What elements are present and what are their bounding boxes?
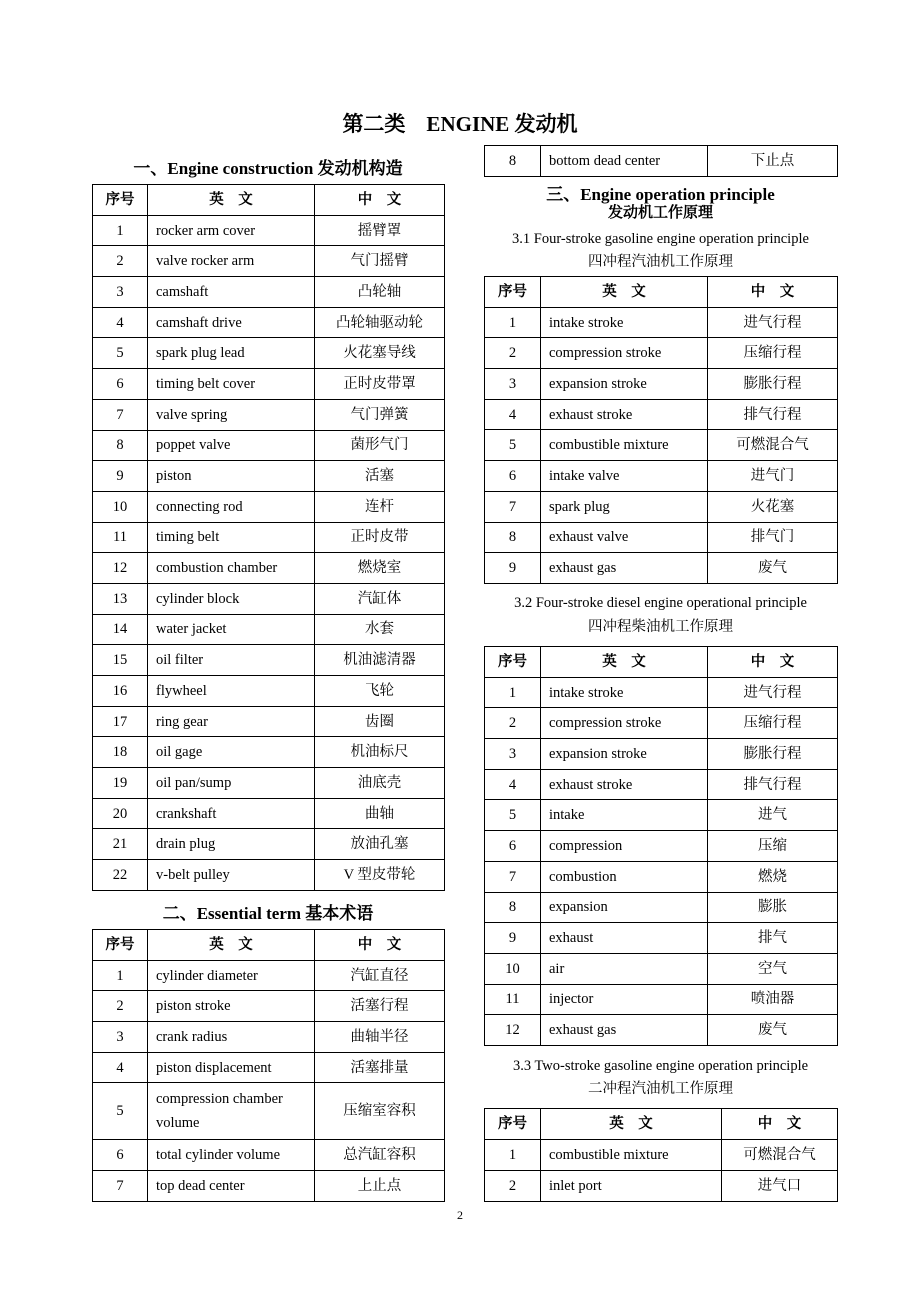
construction-table	[92, 184, 445, 891]
chinese-term-cell: 活塞	[315, 461, 445, 492]
row-number-cell: 21	[93, 829, 148, 860]
chinese-term-cell: 正时皮带	[315, 522, 445, 553]
table-row	[93, 991, 445, 1022]
row-number-cell: 2	[485, 338, 541, 369]
subsection-title-3-3-zh: 二冲程汽油机工作原理	[588, 1081, 733, 1097]
table-row	[93, 768, 445, 799]
english-term-cell: cylinder block	[148, 583, 315, 614]
four-stroke-diesel-table	[484, 646, 838, 1046]
english-term-cell: exhaust valve	[541, 522, 708, 553]
row-number-cell: 22	[93, 860, 148, 891]
english-term-cell: piston stroke	[148, 991, 315, 1022]
english-term-cell: intake stroke	[541, 307, 708, 338]
table-row	[93, 737, 445, 768]
table-row	[485, 739, 838, 770]
chinese-term-cell: 膨胀行程	[708, 739, 838, 770]
table-row	[93, 798, 445, 829]
column-header: 序号	[93, 185, 148, 216]
english-term-cell: valve spring	[148, 399, 315, 430]
column-header: 序号	[485, 277, 541, 308]
chinese-term-cell: 进气口	[722, 1171, 838, 1202]
table-row	[93, 307, 445, 338]
row-number-cell: 13	[93, 583, 148, 614]
english-term-cell: total cylinder volume	[148, 1140, 315, 1171]
row-number-cell: 5	[93, 338, 148, 369]
row-number-cell: 4	[485, 769, 541, 800]
section-heading-operation-zh: 发动机工作原理	[607, 205, 713, 221]
table-row	[93, 676, 445, 707]
row-number-cell: 3	[93, 277, 148, 308]
table-row	[93, 553, 445, 584]
section-heading-construction: 一、Engine construction 发动机构造	[133, 159, 403, 178]
english-term-cell: crankshaft	[148, 798, 315, 829]
table-header-row	[485, 647, 838, 678]
english-term-cell: intake stroke	[541, 677, 708, 708]
english-term-cell: expansion stroke	[541, 739, 708, 770]
chinese-term-cell: 排气	[708, 923, 838, 954]
subsection-title-3-1: 3.1 Four-stroke gasoline engine operation principle	[512, 231, 809, 247]
chinese-term-cell: 废气	[708, 553, 838, 584]
row-number-cell: 2	[485, 708, 541, 739]
table-row	[485, 831, 838, 862]
chinese-term-cell: 压缩行程	[708, 708, 838, 739]
table-row	[93, 1022, 445, 1053]
row-number-cell: 9	[93, 461, 148, 492]
chinese-term-cell: 压缩行程	[708, 338, 838, 369]
row-number-cell: 16	[93, 676, 148, 707]
column-header: 英 文	[541, 1109, 722, 1140]
row-number-cell: 5	[485, 800, 541, 831]
english-term-cell: exhaust stroke	[541, 399, 708, 430]
chinese-term-cell: 气门弹簧	[315, 399, 445, 430]
table-row	[93, 1052, 445, 1083]
table-row	[93, 369, 445, 400]
table-row	[93, 461, 445, 492]
english-term-cell: connecting rod	[148, 491, 315, 522]
english-term-cell: ring gear	[148, 706, 315, 737]
english-term-cell: v-belt pulley	[148, 860, 315, 891]
chinese-term-cell: 水套	[315, 614, 445, 645]
table-row	[485, 923, 838, 954]
row-number-cell: 6	[485, 831, 541, 862]
table-row	[93, 829, 445, 860]
section-heading-operation: 三、Engine operation principle	[546, 185, 775, 204]
row-number-cell: 7	[93, 1170, 148, 1201]
column-header: 英 文	[148, 185, 315, 216]
chinese-term-cell: 放油孔塞	[315, 829, 445, 860]
column-header: 中 文	[708, 647, 838, 678]
english-term-cell: injector	[541, 984, 708, 1015]
essential-term-table	[92, 929, 445, 1202]
english-term-cell: combustion	[541, 861, 708, 892]
column-header: 英 文	[541, 277, 708, 308]
chinese-term-cell: 总汽缸容积	[315, 1140, 445, 1171]
english-term-cell: valve rocker arm	[148, 246, 315, 277]
table-row	[485, 399, 838, 430]
row-number-cell: 6	[93, 1140, 148, 1171]
chinese-term-cell: 汽缸体	[315, 583, 445, 614]
row-number-cell: 14	[93, 614, 148, 645]
table-row	[485, 1015, 838, 1046]
essential-term-table-continued	[484, 145, 838, 177]
chinese-term-cell: 气门摇臂	[315, 246, 445, 277]
chinese-term-cell: 下止点	[708, 146, 838, 177]
table-row	[93, 522, 445, 553]
english-term-cell: air	[541, 953, 708, 984]
subsection-title-3-1-zh: 四冲程汽油机工作原理	[588, 254, 733, 270]
table-row	[93, 960, 445, 991]
table-header-row	[485, 277, 838, 308]
table-row	[93, 215, 445, 246]
english-term-cell: piston	[148, 461, 315, 492]
chinese-term-cell: 油底壳	[315, 768, 445, 799]
chinese-term-cell: 排气行程	[708, 769, 838, 800]
english-term-cell: piston displacement	[148, 1052, 315, 1083]
table-row	[485, 861, 838, 892]
english-term-cell: flywheel	[148, 676, 315, 707]
row-number-cell: 10	[93, 491, 148, 522]
subsection-title-3-3: 3.3 Two-stroke gasoline engine operation principle	[512, 1058, 809, 1074]
row-number-cell: 8	[485, 522, 541, 553]
table-row	[485, 984, 838, 1015]
table-row	[93, 583, 445, 614]
row-number-cell: 12	[93, 553, 148, 584]
english-term-cell: combustible mixture	[541, 1140, 722, 1171]
table-row	[93, 706, 445, 737]
column-header: 中 文	[315, 185, 445, 216]
table-row	[485, 430, 838, 461]
chinese-term-cell: 菌形气门	[315, 430, 445, 461]
table-row	[93, 491, 445, 522]
chinese-term-cell: 火花塞	[708, 491, 838, 522]
english-term-cell: bottom dead center	[541, 146, 708, 177]
two-stroke-gasoline-table	[484, 1108, 838, 1202]
chinese-term-cell: 燃烧室	[315, 553, 445, 584]
section-heading-essential: 二、Essential term 基本术语	[162, 904, 374, 923]
row-number-cell: 7	[485, 491, 541, 522]
english-term-cell: crank radius	[148, 1022, 315, 1053]
chinese-term-cell: 上止点	[315, 1170, 445, 1201]
english-term-cell: timing belt cover	[148, 369, 315, 400]
table-row	[485, 522, 838, 553]
chinese-term-cell: 可燃混合气	[722, 1140, 838, 1171]
chinese-term-cell: 进气门	[708, 461, 838, 492]
row-number-cell: 10	[485, 953, 541, 984]
page-number: 2	[457, 1208, 463, 1222]
chinese-term-cell: 连杆	[315, 491, 445, 522]
chinese-term-cell: 压缩室容积	[315, 1083, 445, 1140]
row-number-cell: 8	[485, 146, 541, 177]
row-number-cell: 12	[485, 1015, 541, 1046]
row-number-cell: 18	[93, 737, 148, 768]
row-number-cell: 8	[485, 892, 541, 923]
column-header: 中 文	[722, 1109, 838, 1140]
table-row	[93, 430, 445, 461]
column-header: 中 文	[315, 930, 445, 961]
table-row	[485, 307, 838, 338]
chinese-term-cell: 正时皮带罩	[315, 369, 445, 400]
row-number-cell: 1	[485, 307, 541, 338]
chinese-term-cell: 齿圈	[315, 706, 445, 737]
table-row	[485, 369, 838, 400]
chinese-term-cell: 活塞排量	[315, 1052, 445, 1083]
row-number-cell: 9	[485, 923, 541, 954]
english-term-cell: drain plug	[148, 829, 315, 860]
english-term-cell: compression	[541, 831, 708, 862]
english-term-cell: spark plug	[541, 491, 708, 522]
english-term-cell: water jacket	[148, 614, 315, 645]
table-row	[93, 614, 445, 645]
row-number-cell: 11	[485, 984, 541, 1015]
english-term-cell: camshaft drive	[148, 307, 315, 338]
chinese-term-cell: 凸轮轴驱动轮	[315, 307, 445, 338]
chinese-term-cell: 曲轴	[315, 798, 445, 829]
english-term-cell: intake valve	[541, 461, 708, 492]
table-row	[93, 1083, 445, 1140]
row-number-cell: 3	[485, 739, 541, 770]
row-number-cell: 7	[93, 399, 148, 430]
row-number-cell: 19	[93, 768, 148, 799]
chinese-term-cell: 进气行程	[708, 307, 838, 338]
english-term-cell: exhaust gas	[541, 553, 708, 584]
chinese-term-cell: 废气	[708, 1015, 838, 1046]
row-number-cell: 1	[93, 960, 148, 991]
row-number-cell: 11	[93, 522, 148, 553]
english-term-cell: oil pan/sump	[148, 768, 315, 799]
chinese-term-cell: 排气行程	[708, 399, 838, 430]
english-term-cell: rocker arm cover	[148, 215, 315, 246]
table-row	[93, 645, 445, 676]
row-number-cell: 3	[93, 1022, 148, 1053]
table-row	[485, 461, 838, 492]
row-number-cell: 4	[485, 399, 541, 430]
column-header: 序号	[485, 647, 541, 678]
chinese-term-cell: 进气行程	[708, 677, 838, 708]
table-row	[485, 953, 838, 984]
english-term-cell: poppet valve	[148, 430, 315, 461]
table-row	[93, 338, 445, 369]
english-term-cell: expansion stroke	[541, 369, 708, 400]
chinese-term-cell: 压缩	[708, 831, 838, 862]
row-number-cell: 1	[93, 215, 148, 246]
chinese-term-cell: V 型皮带轮	[315, 860, 445, 891]
row-number-cell: 5	[93, 1083, 148, 1140]
table-row	[485, 1140, 838, 1171]
table-row	[93, 1140, 445, 1171]
table-row	[93, 399, 445, 430]
column-header: 序号	[93, 930, 148, 961]
row-number-cell: 5	[485, 430, 541, 461]
english-term-cell: top dead center	[148, 1170, 315, 1201]
row-number-cell: 9	[485, 553, 541, 584]
table-row	[485, 800, 838, 831]
english-term-cell: oil filter	[148, 645, 315, 676]
chinese-term-cell: 摇臂罩	[315, 215, 445, 246]
chinese-term-cell: 燃烧	[708, 861, 838, 892]
table-row	[93, 1170, 445, 1201]
table-row	[485, 146, 838, 177]
table-row	[485, 338, 838, 369]
chinese-term-cell: 汽缸直径	[315, 960, 445, 991]
english-term-cell: oil gage	[148, 737, 315, 768]
chinese-term-cell: 喷油器	[708, 984, 838, 1015]
row-number-cell: 1	[485, 1140, 541, 1171]
english-term-cell: combustible mixture	[541, 430, 708, 461]
column-header: 序号	[485, 1109, 541, 1140]
chinese-term-cell: 飞轮	[315, 676, 445, 707]
english-term-cell: combustion chamber	[148, 553, 315, 584]
row-number-cell: 8	[93, 430, 148, 461]
row-number-cell: 3	[485, 369, 541, 400]
table-row	[93, 860, 445, 891]
row-number-cell: 4	[93, 307, 148, 338]
row-number-cell: 1	[485, 677, 541, 708]
chinese-term-cell: 机油滤清器	[315, 645, 445, 676]
row-number-cell: 15	[93, 645, 148, 676]
table-row	[485, 553, 838, 584]
table-row	[485, 708, 838, 739]
english-term-cell: compression stroke	[541, 338, 708, 369]
table-row	[93, 277, 445, 308]
table-row	[485, 491, 838, 522]
chinese-term-cell: 进气	[708, 800, 838, 831]
chinese-term-cell: 凸轮轴	[315, 277, 445, 308]
row-number-cell: 2	[93, 991, 148, 1022]
chinese-term-cell: 活塞行程	[315, 991, 445, 1022]
english-term-cell: inlet port	[541, 1171, 722, 1202]
english-term-cell: camshaft	[148, 277, 315, 308]
chinese-term-cell: 火花塞导线	[315, 338, 445, 369]
row-number-cell: 20	[93, 798, 148, 829]
table-header-row	[485, 1109, 838, 1140]
subsection-title-3-2: 3.2 Four-stroke diesel engine operational principle	[514, 595, 807, 611]
subsection-title-3-2-zh: 四冲程柴油机工作原理	[588, 619, 733, 635]
column-header: 英 文	[541, 647, 708, 678]
english-term-cell: compression stroke	[541, 708, 708, 739]
english-term-cell: expansion	[541, 892, 708, 923]
english-term-cell: spark plug lead	[148, 338, 315, 369]
table-row	[485, 769, 838, 800]
table-header-row	[93, 930, 445, 961]
row-number-cell: 4	[93, 1052, 148, 1083]
english-term-cell: exhaust stroke	[541, 769, 708, 800]
english-term-cell: cylinder diameter	[148, 960, 315, 991]
four-stroke-gasoline-table	[484, 276, 838, 584]
page-title: 第二类 ENGINE 发动机	[342, 112, 578, 136]
chinese-term-cell: 膨胀	[708, 892, 838, 923]
table-header-row	[93, 185, 445, 216]
chinese-term-cell: 空气	[708, 953, 838, 984]
chinese-term-cell: 机油标尺	[315, 737, 445, 768]
table-row	[93, 246, 445, 277]
column-header: 英 文	[148, 930, 315, 961]
english-term-cell: exhaust	[541, 923, 708, 954]
row-number-cell: 6	[485, 461, 541, 492]
row-number-cell: 2	[485, 1171, 541, 1202]
chinese-term-cell: 膨胀行程	[708, 369, 838, 400]
chinese-term-cell: 可燃混合气	[708, 430, 838, 461]
english-term-cell: intake	[541, 800, 708, 831]
table-row	[485, 1171, 838, 1202]
chinese-term-cell: 排气门	[708, 522, 838, 553]
english-term-cell: compression chamber volume	[148, 1083, 315, 1140]
column-header: 中 文	[708, 277, 838, 308]
english-term-cell: exhaust gas	[541, 1015, 708, 1046]
table-row	[485, 892, 838, 923]
chinese-term-cell: 曲轴半径	[315, 1022, 445, 1053]
table-row	[485, 677, 838, 708]
row-number-cell: 7	[485, 861, 541, 892]
row-number-cell: 6	[93, 369, 148, 400]
row-number-cell: 2	[93, 246, 148, 277]
english-term-cell: timing belt	[148, 522, 315, 553]
row-number-cell: 17	[93, 706, 148, 737]
